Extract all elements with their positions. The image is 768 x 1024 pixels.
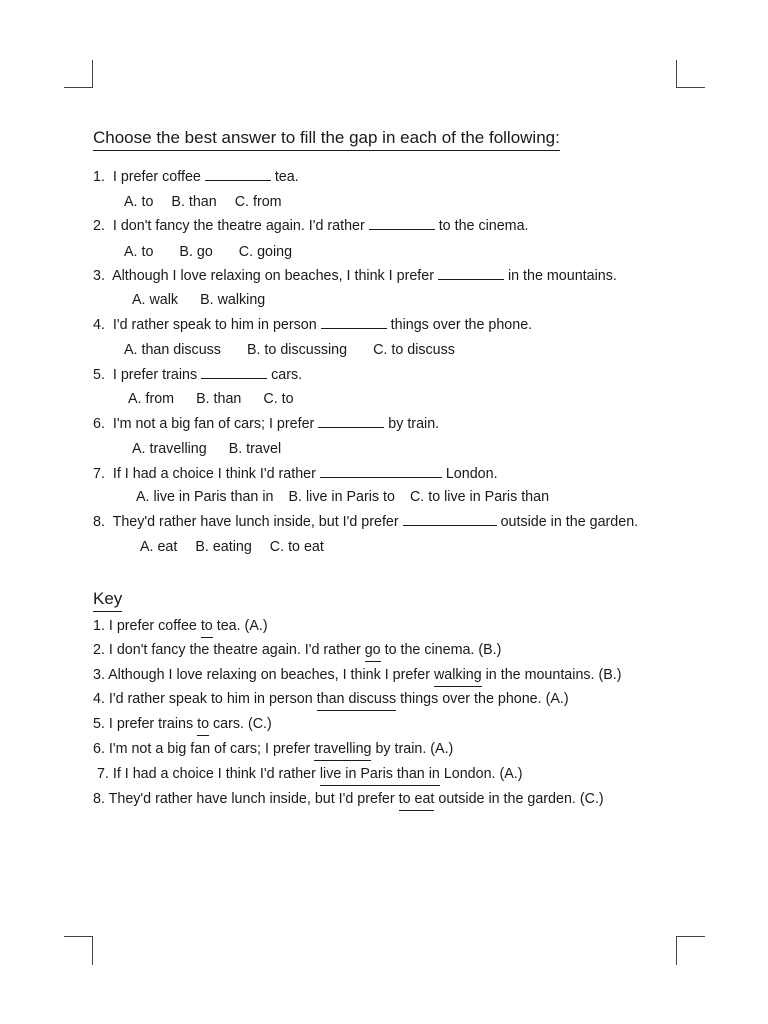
option-b: B. eating bbox=[195, 539, 252, 555]
key-text: 5. I prefer trains bbox=[93, 716, 198, 732]
option-a: A. to bbox=[124, 194, 154, 210]
question-7-options bbox=[136, 488, 549, 506]
option-a: A. live in Paris than in bbox=[136, 489, 274, 505]
question-text-after: London. bbox=[445, 466, 498, 482]
key-text: 8. They'd rather have lunch inside, but I'd prefer bbox=[93, 791, 399, 807]
key-text-after: London. (A.) bbox=[439, 766, 523, 782]
option-b: B. than bbox=[196, 391, 242, 407]
gap-blank bbox=[201, 366, 267, 379]
key-text: 1. I prefer coffee bbox=[93, 618, 201, 634]
key-answer: than discuss bbox=[317, 691, 396, 711]
question-2 bbox=[93, 217, 529, 235]
key-text-after: in the mountains. (B.) bbox=[481, 667, 622, 683]
option-b: B. to discussing bbox=[246, 342, 348, 358]
question-number: 1. bbox=[93, 169, 105, 185]
gap-blank bbox=[438, 267, 504, 280]
crop-mark-bottom-left bbox=[64, 936, 93, 965]
question-4-options bbox=[124, 341, 455, 359]
option-c: C. to live in Paris than bbox=[409, 489, 550, 505]
gap-blank bbox=[318, 415, 384, 428]
gap-blank bbox=[369, 217, 435, 230]
option-a: A. walk bbox=[132, 292, 179, 308]
question-1-options bbox=[124, 193, 282, 211]
key-text: 6. I'm not a big fan of cars; I prefer bbox=[93, 741, 315, 757]
key-item-1 bbox=[93, 617, 268, 635]
key-answer: to bbox=[201, 618, 213, 638]
gap-blank bbox=[321, 316, 387, 329]
key-text-after: tea. (A.) bbox=[212, 618, 268, 634]
key-answer: to eat bbox=[399, 791, 435, 811]
option-a: A. than discuss bbox=[124, 342, 221, 358]
question-3-options bbox=[132, 291, 265, 309]
question-number: 7. bbox=[93, 466, 105, 482]
question-text: I don't fancy the theatre again. I'd rather bbox=[112, 218, 365, 234]
question-1 bbox=[93, 168, 299, 186]
question-4 bbox=[93, 316, 532, 334]
option-b: B. walking bbox=[200, 292, 266, 308]
question-text-after: by train. bbox=[388, 416, 440, 432]
question-number: 2. bbox=[93, 218, 105, 234]
question-text-after: to the cinema. bbox=[438, 218, 529, 234]
gap-blank bbox=[320, 465, 442, 478]
key-text-after: things over the phone. (A.) bbox=[396, 691, 569, 707]
key-heading: Key bbox=[93, 588, 122, 612]
key-answer: live in Paris than in bbox=[320, 766, 440, 786]
option-c: C. from bbox=[234, 194, 282, 210]
question-number: 3. bbox=[93, 268, 105, 284]
option-b: B. than bbox=[171, 194, 217, 210]
option-b: B. live in Paris to bbox=[288, 489, 395, 505]
option-c: C. going bbox=[238, 244, 293, 260]
gap-blank bbox=[403, 513, 497, 526]
option-a: A. travelling bbox=[132, 441, 207, 457]
key-item-5 bbox=[93, 715, 272, 733]
question-7 bbox=[93, 465, 498, 483]
question-6 bbox=[93, 415, 439, 433]
question-5-options bbox=[128, 390, 294, 408]
key-item-6 bbox=[93, 740, 453, 758]
question-number: 6. bbox=[93, 416, 105, 432]
option-c: C. to discuss bbox=[373, 342, 455, 358]
gap-blank bbox=[205, 168, 271, 181]
question-text-after: cars. bbox=[271, 367, 303, 383]
crop-mark-top-right bbox=[676, 60, 705, 88]
key-answer: walking bbox=[434, 667, 482, 687]
question-8-options bbox=[140, 538, 324, 556]
question-8 bbox=[93, 513, 638, 531]
key-item-4 bbox=[93, 690, 569, 708]
key-item-3 bbox=[93, 666, 622, 684]
option-a: A. to bbox=[124, 244, 154, 260]
page-title: Choose the best answer to fill the gap in each of the following: bbox=[93, 127, 560, 151]
question-text-after: things over the phone. bbox=[390, 317, 533, 333]
key-text-after: outside in the garden. (C.) bbox=[434, 791, 604, 807]
question-number: 5. bbox=[93, 367, 105, 383]
question-text: I prefer coffee bbox=[112, 169, 201, 185]
option-b: B. travel bbox=[228, 441, 282, 457]
question-6-options bbox=[132, 440, 281, 458]
option-b: B. go bbox=[179, 244, 213, 260]
crop-mark-top-left bbox=[64, 60, 93, 88]
key-item-8 bbox=[93, 790, 604, 808]
option-c: C. to bbox=[263, 391, 294, 407]
question-text: I'm not a big fan of cars; I prefer bbox=[112, 416, 315, 432]
key-item-7 bbox=[93, 765, 523, 783]
question-5 bbox=[93, 366, 302, 384]
key-text-after: to the cinema. (B.) bbox=[380, 642, 502, 658]
key-answer: travelling bbox=[314, 741, 371, 761]
option-c: C. to eat bbox=[269, 539, 324, 555]
key-text-after: cars. (C.) bbox=[209, 716, 272, 732]
question-number: 8. bbox=[93, 514, 105, 530]
key-item-2 bbox=[93, 641, 501, 659]
question-text: I'd rather speak to him in person bbox=[112, 317, 317, 333]
option-a: A. from bbox=[128, 391, 175, 407]
key-text: 3. Although I love relaxing on beaches, I think I prefer bbox=[93, 667, 434, 683]
question-number: 4. bbox=[93, 317, 105, 333]
question-3 bbox=[93, 267, 617, 285]
question-2-options bbox=[124, 243, 292, 261]
question-text: If I had a choice I think I'd rather bbox=[112, 466, 316, 482]
option-a: A. eat bbox=[140, 539, 178, 555]
question-text-after: outside in the garden. bbox=[500, 514, 639, 530]
key-text-after: by train. (A.) bbox=[371, 741, 454, 757]
key-answer: to bbox=[197, 716, 209, 736]
key-text: 4. I'd rather speak to him in person bbox=[93, 691, 317, 707]
question-text-after: tea. bbox=[274, 169, 299, 185]
question-text-after: in the mountains. bbox=[507, 268, 617, 284]
question-text: They'd rather have lunch inside, but I'd prefer bbox=[112, 514, 399, 530]
question-text: Although I love relaxing on beaches, I think I prefer bbox=[112, 268, 434, 284]
key-answer: go bbox=[365, 642, 381, 662]
crop-mark-bottom-right bbox=[676, 936, 705, 965]
key-text: 2. I don't fancy the theatre again. I'd rather bbox=[93, 642, 365, 658]
question-text: I prefer trains bbox=[112, 367, 198, 383]
key-text: 7. If I had a choice I think I'd rather bbox=[93, 766, 320, 782]
